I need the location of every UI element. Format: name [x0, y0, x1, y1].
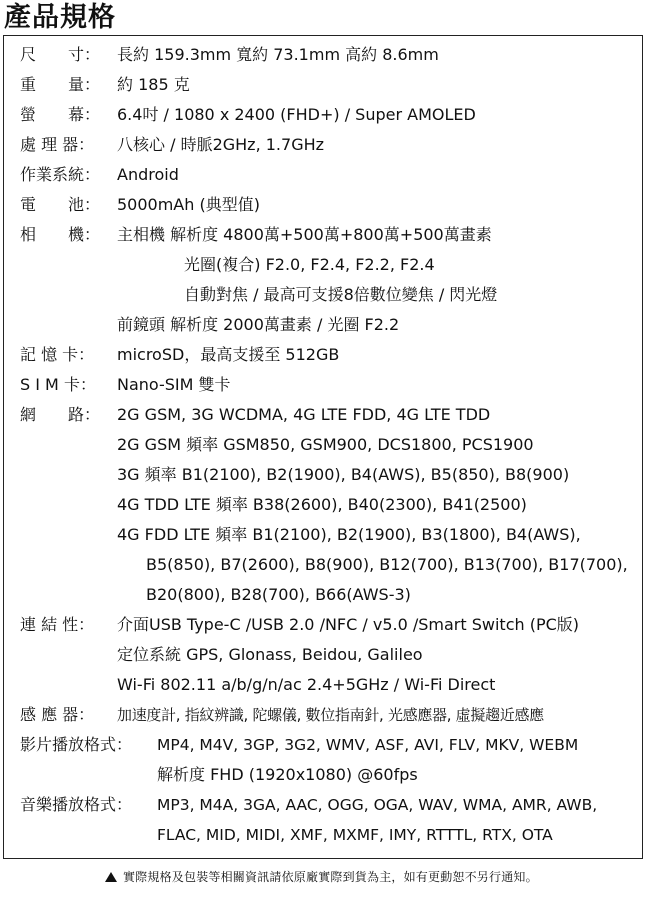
- spec-label: 處 理 器：: [20, 135, 95, 154]
- spec-row-video-formats: [4, 730, 644, 760]
- spec-row-audio-formats-2: [4, 820, 644, 850]
- spec-row-memory-card: [4, 340, 644, 370]
- spec-row-size: [4, 40, 644, 70]
- spec-value: B5(850), B7(2600), B8(900), B12(700), B13(700), B17(700),: [146, 555, 628, 574]
- spec-value: 自動對焦 / 最高可支援8倍數位變焦 / 閃光燈: [184, 285, 498, 304]
- spec-value: 2G GSM, 3G WCDMA, 4G LTE FDD, 4G LTE TDD: [117, 405, 491, 424]
- spec-value: Nano-SIM 雙卡: [117, 375, 231, 394]
- spec-row-screen: [4, 100, 644, 130]
- spec-value: 約 185 克: [117, 75, 190, 94]
- spec-value: 介面USB Type-C /USB 2.0 /NFC / v5.0 /Smart Switch (PC版): [117, 615, 580, 634]
- spec-label: 尺 寸：: [20, 45, 101, 64]
- spec-label: 連 結 性：: [20, 615, 95, 634]
- spec-value: 前鏡頭 解析度 2000萬畫素 / 光圈 F2.2: [117, 315, 400, 334]
- spec-row-network-4g-fdd-3: [4, 580, 644, 610]
- spec-value: FLAC, MID, MIDI, XMF, MXMF, IMY, RTTTL, RTX, OTA: [157, 826, 553, 844]
- spec-value: 光圈(複合) F2.0, F2.4, F2.2, F2.4: [184, 255, 435, 274]
- spec-value: Wi-Fi 802.11 a/b/g/n/ac 2.4+5GHz / Wi-Fi Direct: [117, 675, 496, 694]
- spec-label: 螢 幕：: [20, 105, 101, 124]
- spec-row-battery: [4, 190, 644, 220]
- spec-row-network-4g-fdd-2: [4, 550, 644, 580]
- warning-triangle-icon: [105, 872, 117, 882]
- spec-row-weight: [4, 70, 644, 100]
- spec-row-network-3g: [4, 460, 644, 490]
- spec-row-camera-focus: [4, 280, 644, 310]
- spec-row-network-4g-tdd: [4, 490, 644, 520]
- spec-row-front-camera: [4, 310, 644, 340]
- spec-row-camera: [4, 220, 644, 250]
- spec-value: 4G FDD LTE 頻率 B1(2100), B2(1900), B3(1800), B4(AWS),: [117, 525, 581, 544]
- spec-label: 作業系統：: [20, 165, 101, 184]
- spec-label: S I M 卡：: [20, 375, 96, 394]
- spec-row-os: [4, 160, 644, 190]
- spec-row-video-resolution: [4, 760, 644, 790]
- spec-value: 定位系統 GPS, Glonass, Beidou, Galileo: [117, 645, 423, 664]
- spec-label: 感 應 器：: [20, 705, 95, 724]
- spec-row-wifi: [4, 670, 644, 700]
- spec-label: 重 量：: [20, 75, 101, 94]
- spec-row-sensors: [4, 700, 644, 730]
- spec-row-sim: [4, 370, 644, 400]
- footer-note: [105, 868, 538, 886]
- spec-row-network: [4, 400, 644, 430]
- spec-value: MP4, M4V, 3GP, 3G2, WMV, ASF, AVI, FLV, MKV, WEBM: [157, 736, 579, 754]
- spec-row-camera-aperture: [4, 250, 644, 280]
- spec-label: 相 機：: [20, 225, 101, 244]
- spec-row-network-2g: [4, 430, 644, 460]
- spec-value: Android: [117, 165, 179, 184]
- spec-value: 加速度計, 指紋辨識, 陀螺儀, 數位指南針, 光感應器, 虛擬趨近感應: [117, 706, 544, 724]
- spec-label: 電 池：: [20, 195, 101, 214]
- spec-table: [3, 35, 643, 859]
- spec-value: 4G TDD LTE 頻率 B38(2600), B40(2300), B41(2500): [117, 495, 527, 514]
- spec-label: 音樂播放格式：: [20, 795, 133, 814]
- spec-label: 影片播放格式：: [20, 735, 133, 754]
- spec-row-connectivity: [4, 610, 644, 640]
- spec-value: 6.4吋 / 1080 x 2400 (FHD+) / Super AMOLED: [117, 105, 476, 124]
- spec-row-network-4g-fdd: [4, 520, 644, 550]
- spec-row-positioning: [4, 640, 644, 670]
- spec-value: 3G 頻率 B1(2100), B2(1900), B4(AWS), B5(850), B8(900): [117, 465, 570, 484]
- spec-label: 網 路：: [20, 405, 101, 424]
- spec-value: microSD，最高支援至 512GB: [117, 345, 340, 364]
- spec-value: 長約 159.3mm 寬約 73.1mm 高約 8.6mm: [117, 45, 439, 64]
- spec-value: 解析度 FHD (1920x1080) @60fps: [157, 765, 418, 784]
- spec-value: 2G GSM 頻率 GSM850, GSM900, DCS1800, PCS1900: [117, 435, 534, 454]
- spec-value: MP3, M4A, 3GA, AAC, OGG, OGA, WAV, WMA, AMR, AWB,: [157, 796, 598, 814]
- spec-value: B20(800), B28(700), B66(AWS-3): [146, 585, 411, 604]
- spec-value: 八核心 / 時脈2GHz, 1.7GHz: [117, 135, 325, 154]
- spec-label: 記 憶 卡：: [20, 345, 95, 364]
- spec-value: 5000mAh (典型值): [117, 195, 260, 214]
- spec-row-processor: [4, 130, 644, 160]
- spec-row-audio-formats: [4, 790, 644, 820]
- footer-text: 實際規格及包裝等相關資訊請依原廠實際到貨為主，如有更動恕不另行通知。: [123, 870, 538, 884]
- page-title: 產品規格: [4, 2, 116, 33]
- spec-value: 主相機 解析度 4800萬+500萬+800萬+500萬畫素: [117, 225, 492, 244]
